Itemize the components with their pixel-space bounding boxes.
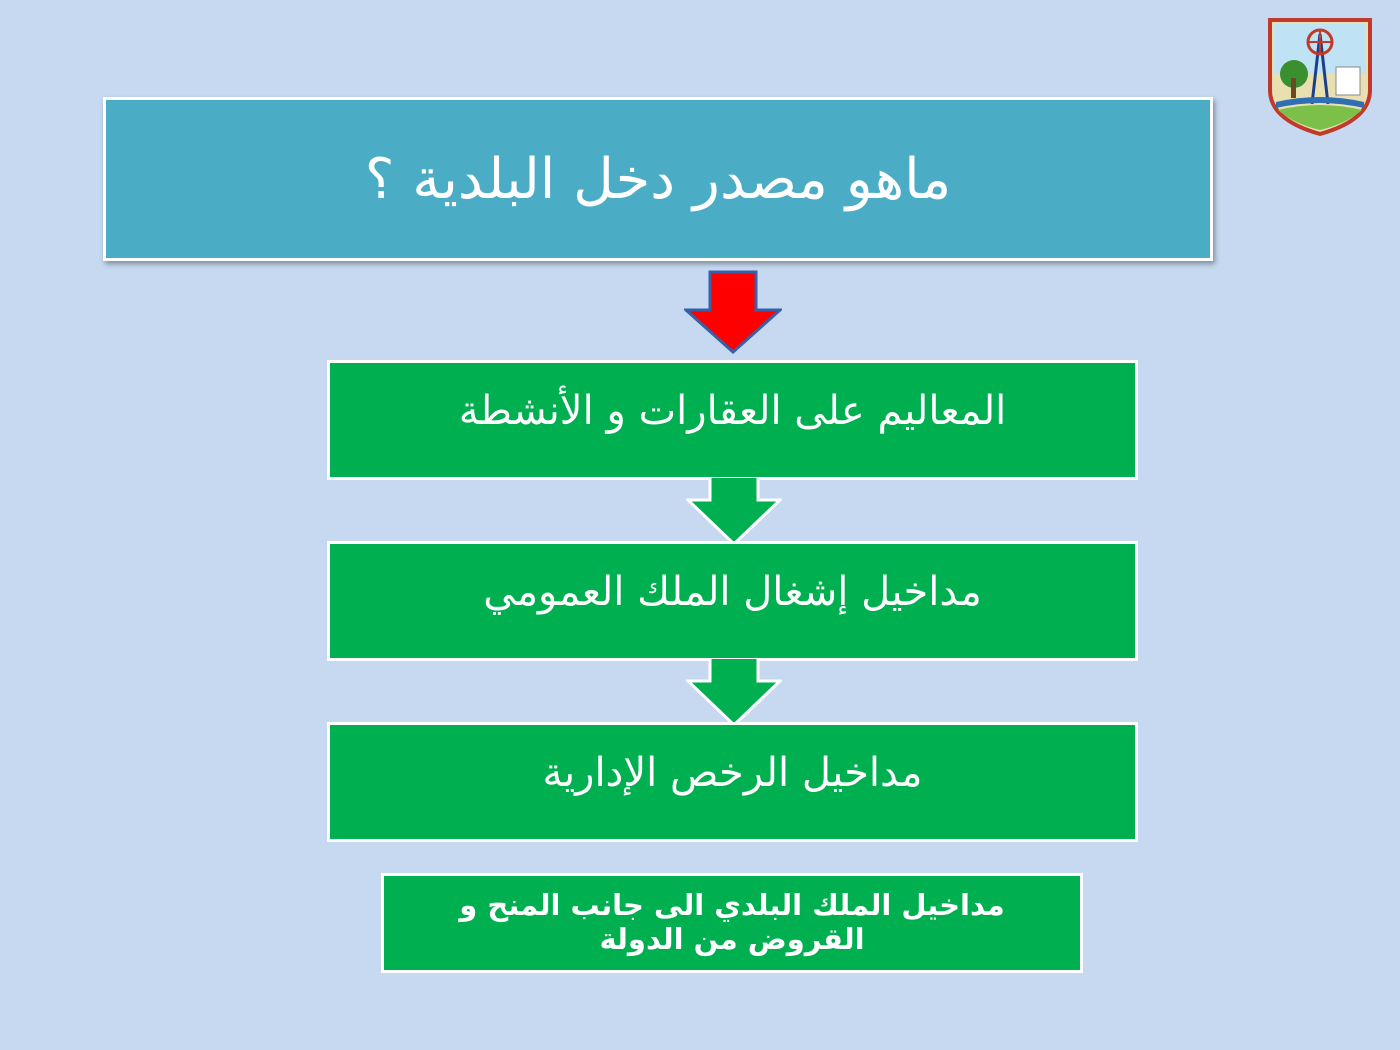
flow-step-property-fees (327, 360, 1138, 480)
green-down-arrow-icon (686, 659, 782, 727)
step-label: مداخيل الملك البلدي الى جانب المنح و القروض من الدولة (459, 888, 1005, 956)
municipality-logo (1266, 12, 1374, 136)
step-label: مداخيل الرخص الإدارية (542, 750, 923, 796)
flow-step-administrative-licenses (327, 722, 1138, 842)
title-box (103, 97, 1213, 261)
step-label: مداخيل إشغال الملك العمومي (483, 569, 982, 615)
green-down-arrow-icon (686, 478, 782, 546)
red-down-arrow-icon (684, 270, 782, 354)
flow-step-municipal-property-and-grants (381, 873, 1083, 973)
flow-step-public-domain-revenue (327, 541, 1138, 661)
diagram-title: ماهو مصدر دخل البلدية ؟ (364, 146, 952, 212)
step-label: المعاليم على العقارات و الأنشطة (458, 388, 1007, 434)
